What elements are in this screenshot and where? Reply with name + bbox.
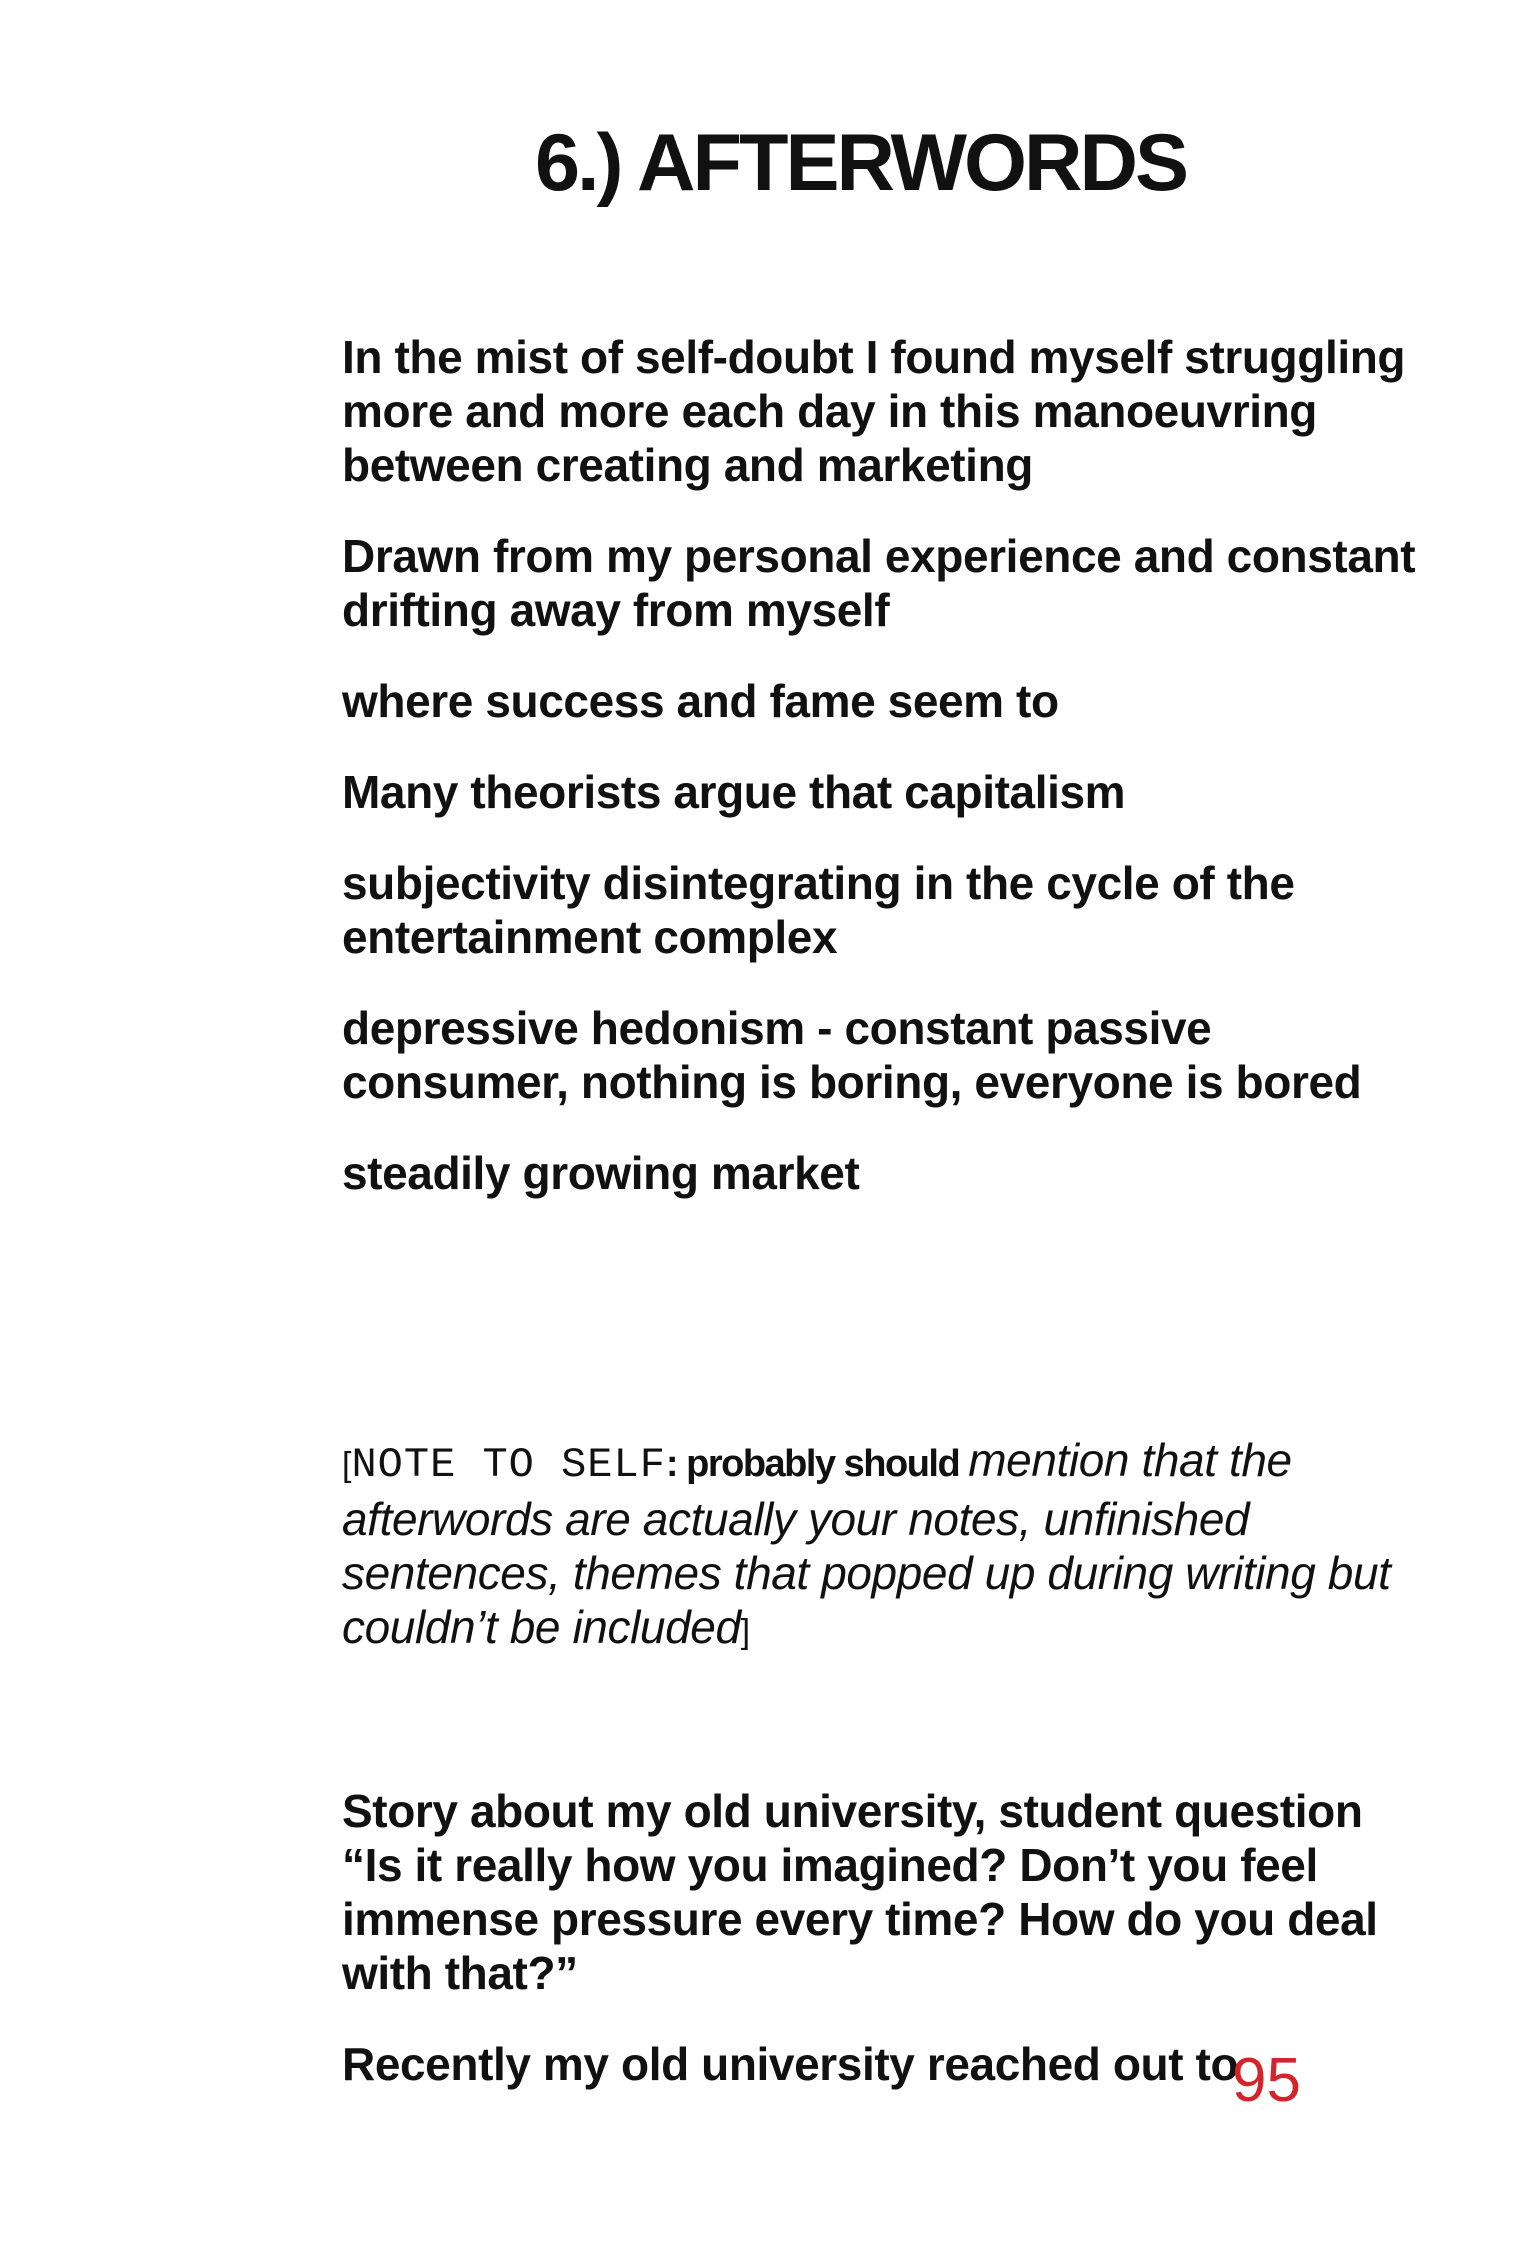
paragraph-theorists: Many theorists argue that capitalism	[342, 766, 1126, 818]
note-lead: probably should	[677, 1443, 969, 1485]
note-close-bracket: ]	[740, 1613, 751, 1651]
note-label: NOTE TO SELF	[351, 1441, 666, 1489]
paragraph-subjectivity: subjectivity disintegrating in the cycle of the entertainment complex	[342, 857, 1295, 963]
paragraph-personal-experience: Drawn from my personal experience and constant drifting away from myself	[342, 530, 1416, 636]
paragraph-university-story: Story about my old university, student question “Is it really how you imagined? Don’t you feel immense pressure every time? How do you deal with that?”	[342, 1785, 1378, 1999]
body-text-top	[342, 330, 1422, 1237]
note-italic-text: mention that the afterwords are actually your notes, unfinished sentences, themes that popped up during writing but couldn’t be included	[342, 1434, 1391, 1653]
paragraph-university-reached-out: Recently my old university reached out to	[342, 2038, 1239, 2090]
note-to-self	[342, 1433, 1402, 1659]
paragraph-success-fame: where success and fame seem to	[342, 675, 1059, 727]
page-title: 6.) AFTERWORDS	[535, 118, 1187, 208]
note-colon: :	[665, 1443, 678, 1485]
page-number: 95	[1232, 2046, 1301, 2115]
paragraph-self-doubt: In the mist of self-doubt I found myself struggling more and more each day in this manoeuvring between creating and marketing	[342, 331, 1406, 491]
paragraph-depressive-hedonism: depressive hedonism - constant passive consumer, nothing is boring, everyone is bored	[342, 1002, 1362, 1108]
paragraph-growing-market: steadily growing market	[342, 1147, 860, 1199]
note-open-bracket: [	[342, 1446, 352, 1484]
